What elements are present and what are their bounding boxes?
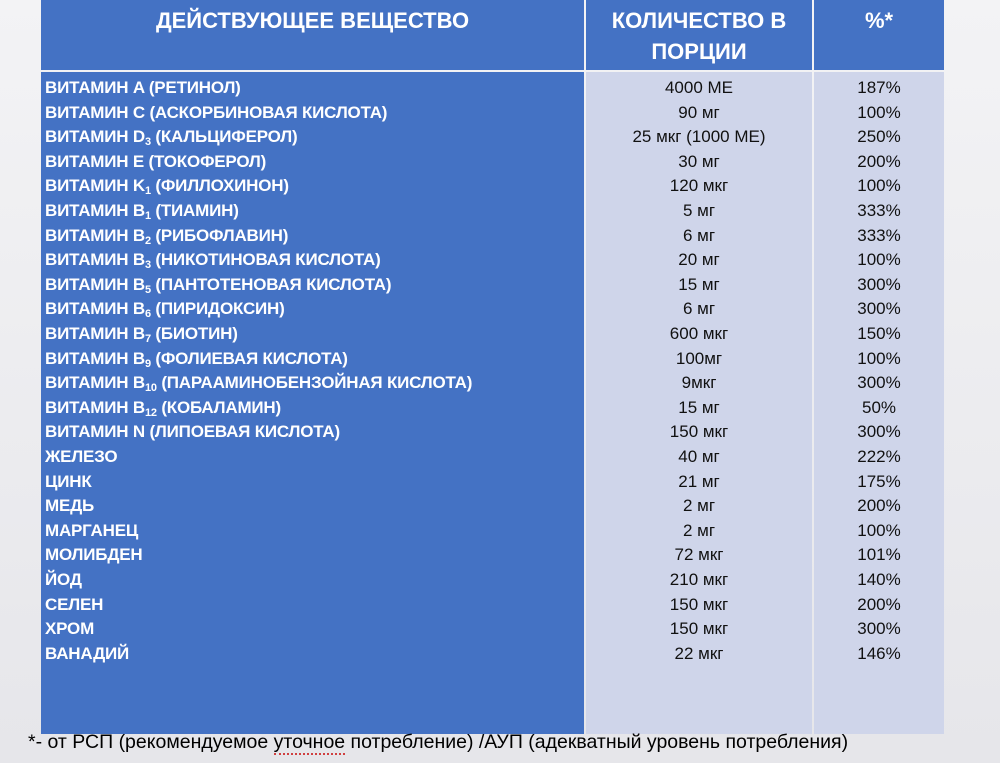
substance-cell xyxy=(41,593,584,618)
substance-cell xyxy=(41,199,584,224)
substance-name: МЕДЬ xyxy=(45,496,95,516)
substance-name: ВИТАМИН B xyxy=(45,274,145,294)
substance-name: МАРГАНЕЦ xyxy=(45,520,139,540)
percent-column xyxy=(814,72,944,734)
substance-name: ЦИНК xyxy=(45,471,92,491)
substance-subscript: 12 xyxy=(144,406,157,419)
percent-cell: 146% xyxy=(857,643,901,663)
percent-cell: 222% xyxy=(857,447,901,466)
substance-name: ЙОД xyxy=(45,570,82,589)
percent-cell: 100% xyxy=(857,250,901,270)
substance-name: ХРОМ xyxy=(45,619,95,639)
substance-name: ВИТАМИН K xyxy=(45,176,145,196)
substance-name-suffix: (ТИАМИН) xyxy=(150,201,239,220)
quantity-cell: 15 мг xyxy=(678,397,720,417)
substance-name-suffix: (БИОТИН) xyxy=(150,324,238,343)
quantity-cell: 600 мкг xyxy=(669,324,729,343)
substance-cell xyxy=(41,519,584,544)
substance-subscript: 3 xyxy=(144,136,151,149)
substance-cell xyxy=(41,445,584,470)
percent-cell: 100% xyxy=(857,348,901,368)
substance-name: ВИТАМИН B xyxy=(45,397,145,417)
percent-cell: 333% xyxy=(857,225,901,245)
percent-cell: 300% xyxy=(857,299,901,319)
quantity-cell: 20 мг xyxy=(678,250,720,270)
footnote-text-start: *- от РСП (рекомендуемое xyxy=(28,731,274,753)
substance-name: ВИТАМИН E (ТОКОФЕРОЛ) xyxy=(45,151,267,171)
substance-subscript: 9 xyxy=(144,357,151,370)
quantity-cell: 72 мкг xyxy=(674,545,724,565)
percent-cell: 50% xyxy=(861,397,897,417)
quantity-column xyxy=(586,72,812,734)
substance-subscript: 1 xyxy=(144,210,151,222)
substance-name-suffix: (ПАНТОТЕНОВАЯ КИСЛОТА) xyxy=(150,274,392,294)
substance-subscript: 7 xyxy=(144,333,151,345)
percent-cell: 150% xyxy=(857,324,901,343)
substance-name-suffix: (КАЛЬЦИФЕРОЛ) xyxy=(150,127,298,147)
quantity-cell: 9мкг xyxy=(681,373,717,393)
substance-name: ВИТАМИН B xyxy=(45,250,145,270)
quantity-cell: 210 мкг xyxy=(669,570,729,589)
quantity-cell: 4000 МЕ xyxy=(664,78,734,97)
substance-cell xyxy=(41,568,584,593)
percent-cell: 300% xyxy=(857,619,901,639)
substance-cell xyxy=(41,248,584,273)
percent-cell: 100% xyxy=(857,176,901,196)
substance-name: ВИТАМИН B xyxy=(45,299,145,319)
footnote-misspelled-word: уточное xyxy=(273,731,346,753)
substance-name-suffix: (ПИРИДОКСИН) xyxy=(150,299,285,319)
substance-cell xyxy=(41,273,584,298)
footnote xyxy=(28,729,1000,755)
quantity-cell: 150 мкг xyxy=(669,619,729,639)
percent-cell: 100% xyxy=(857,520,901,540)
quantity-cell: 6 мг xyxy=(682,225,716,245)
substance-name: ВИТАМИН B xyxy=(45,373,145,393)
substance-subscript: 3 xyxy=(144,259,151,272)
substance-name: ВИТАМИН C (АСКОРБИНОВАЯ КИСЛОТА) xyxy=(45,102,388,122)
substance-cell xyxy=(41,297,584,322)
substance-subscript: 1 xyxy=(144,185,151,198)
substance-name: ВИТАМИН B xyxy=(45,225,145,245)
percent-cell: 140% xyxy=(857,570,901,589)
quantity-cell: 25 мкг (1000 МЕ) xyxy=(632,127,766,147)
substance-cell xyxy=(41,371,584,396)
substance-cell xyxy=(41,347,584,372)
substance-name: ВАНАДИЙ xyxy=(45,643,130,663)
substance-name-suffix: (НИКОТИНОВАЯ КИСЛОТА) xyxy=(150,250,381,270)
substance-name-suffix: (ПАРААМИНОБЕНЗОЙНАЯ КИСЛОТА) xyxy=(156,373,473,393)
quantity-cell: 90 мг xyxy=(678,102,720,122)
substance-cell xyxy=(41,494,584,519)
substance-name: ЖЕЛЕЗО xyxy=(45,447,118,466)
header-substance xyxy=(41,0,584,70)
quantity-cell: 40 мг xyxy=(678,447,720,466)
substance-subscript: 2 xyxy=(144,234,151,247)
quantity-cell: 6 мг xyxy=(682,299,716,319)
quantity-cell: 22 мкг xyxy=(674,643,724,663)
percent-cell: 200% xyxy=(857,151,901,171)
substance-subscript: 10 xyxy=(144,382,157,395)
substance-name-suffix: (ФОЛИЕВАЯ КИСЛОТА) xyxy=(150,348,348,368)
percent-cell: 101% xyxy=(857,545,901,565)
substance-name: МОЛИБДЕН xyxy=(45,545,143,565)
substance-name: ВИТАМИН N (ЛИПОЕВАЯ КИСЛОТА) xyxy=(45,422,340,442)
substance-column xyxy=(41,72,584,734)
percent-cell: 250% xyxy=(857,127,901,147)
percent-cell: 333% xyxy=(857,201,901,220)
substance-subscript: 5 xyxy=(144,283,151,296)
substance-cell xyxy=(41,420,584,445)
substance-name: ВИТАМИН B xyxy=(45,348,145,368)
substance-name: ВИТАМИН B xyxy=(45,324,145,343)
substance-name: СЕЛЕН xyxy=(45,594,104,614)
substance-cell xyxy=(41,642,584,667)
quantity-cell: 2 мг xyxy=(682,520,716,540)
quantity-cell: 150 мкг xyxy=(669,422,729,442)
substance-cell xyxy=(41,174,584,199)
substance-cell xyxy=(41,322,584,347)
substance-name: ВИТАМИН B xyxy=(45,201,145,220)
substance-cell xyxy=(41,125,584,150)
percent-cell: 200% xyxy=(857,594,901,614)
substance-name: ВИТАМИН A (РЕТИНОЛ) xyxy=(45,78,241,97)
header-percent xyxy=(814,0,944,70)
substance-cell xyxy=(41,470,584,495)
nutrient-table xyxy=(41,0,944,734)
percent-cell: 100% xyxy=(857,102,901,122)
substance-cell xyxy=(41,101,584,126)
quantity-cell: 30 мг xyxy=(678,151,720,171)
substance-cell xyxy=(41,396,584,421)
substance-cell xyxy=(41,150,584,175)
percent-cell: 200% xyxy=(857,496,901,516)
header-quantity-label: КОЛИЧЕСТВО В ПОРЦИИ xyxy=(611,8,787,64)
percent-cell: 175% xyxy=(857,471,901,491)
percent-cell: 187% xyxy=(857,78,901,97)
substance-name-suffix: (КОБАЛАМИН) xyxy=(156,397,281,417)
header-percent-label: %* xyxy=(864,8,894,33)
quantity-cell: 15 мг xyxy=(678,274,720,294)
substance-subscript: 6 xyxy=(144,308,151,321)
footnote-text-end: потребление) /АУП (адекватный уровень потребления) xyxy=(345,731,849,753)
quantity-cell: 21 мг xyxy=(678,471,720,491)
quantity-cell: 2 мг xyxy=(682,496,716,516)
quantity-cell: 120 мкг xyxy=(669,176,729,196)
substance-cell xyxy=(41,224,584,249)
substance-cell xyxy=(41,543,584,568)
substance-name: ВИТАМИН D xyxy=(45,127,145,147)
substance-cell xyxy=(41,76,584,101)
quantity-cell: 100мг xyxy=(675,348,723,368)
substance-cell xyxy=(41,617,584,642)
quantity-cell: 5 мг xyxy=(682,201,716,220)
percent-cell: 300% xyxy=(857,274,901,294)
percent-cell: 300% xyxy=(857,373,901,393)
percent-cell: 300% xyxy=(857,422,901,442)
substance-name-suffix: (РИБОФЛАВИН) xyxy=(150,225,289,245)
header-substance-label: ДЕЙСТВУЮЩЕЕ ВЕЩЕСТВО xyxy=(155,8,470,33)
substance-name-suffix: (ФИЛЛОХИНОН) xyxy=(150,176,289,196)
header-quantity xyxy=(586,0,812,70)
quantity-cell: 150 мкг xyxy=(669,594,729,614)
